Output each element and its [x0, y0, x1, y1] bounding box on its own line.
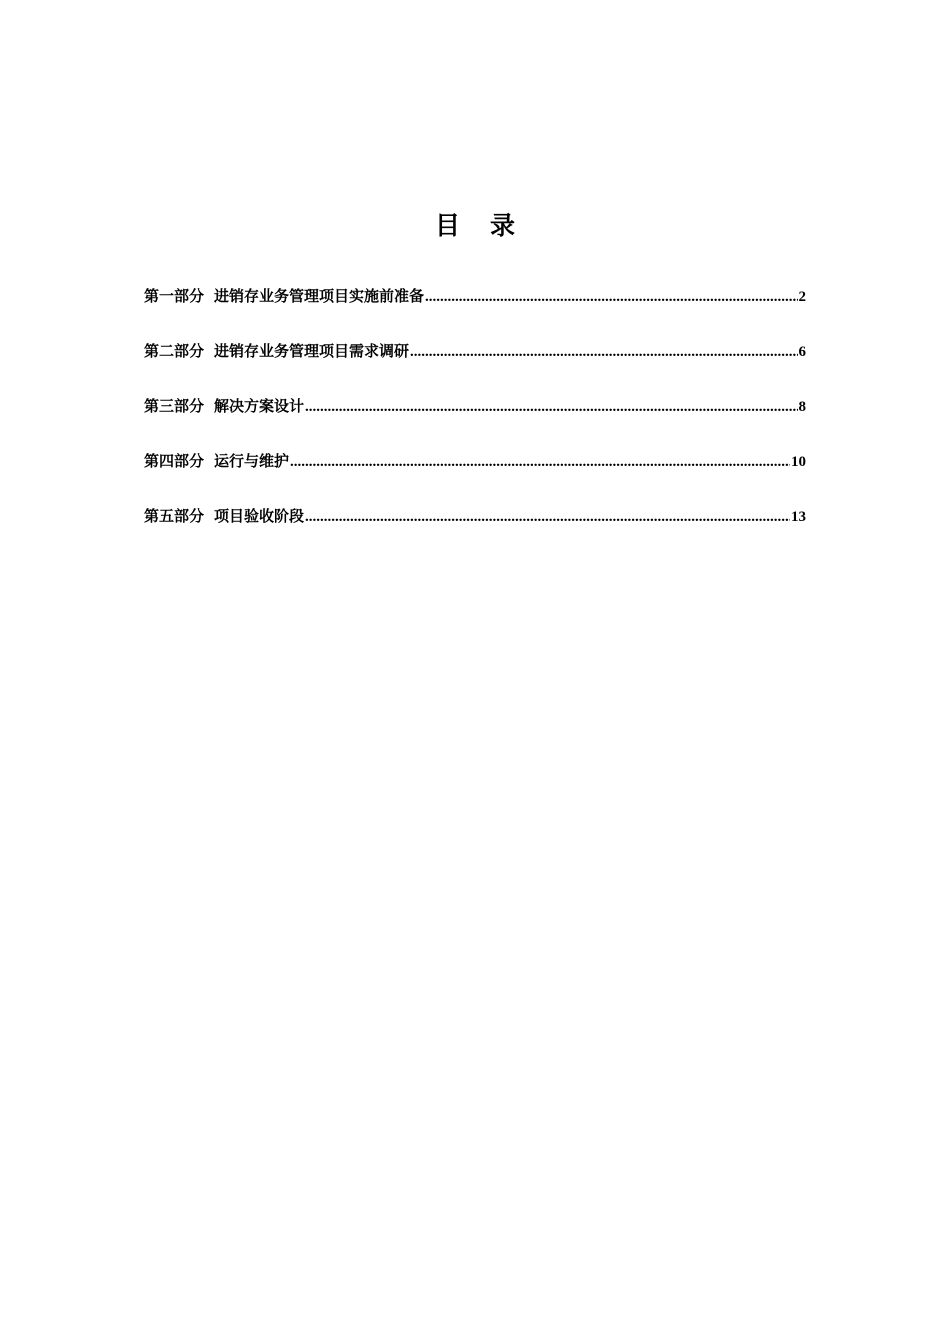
toc-page-number: 2 [798, 289, 806, 305]
toc-title: 目录 [434, 211, 545, 240]
toc-part-label: 第一部分 [144, 287, 205, 305]
toc-dot-leader [425, 283, 797, 311]
toc-part-label: 第五部分 [144, 507, 205, 525]
toc-list [144, 282, 806, 557]
toc-part-label: 第四部分 [144, 452, 205, 470]
toc-page-number: 6 [798, 344, 806, 360]
toc-entry-text: 项目验收阶段 [214, 507, 305, 525]
toc-entry-text: 运行与维护 [214, 452, 290, 470]
toc-entry-2[interactable] [144, 337, 806, 392]
toc-entry-5[interactable] [144, 502, 806, 557]
toc-entry-text: 进销存业务管理项目实施前准备 [214, 287, 425, 305]
toc-page-number: 13 [791, 509, 806, 525]
toc-dot-leader [290, 448, 790, 476]
toc-entry-4[interactable] [144, 447, 806, 502]
toc-entry-text: 进销存业务管理项目需求调研 [214, 342, 410, 360]
toc-entry-text: 解决方案设计 [214, 397, 305, 415]
toc-dot-leader [410, 338, 797, 366]
toc-part-label: 第二部分 [144, 342, 205, 360]
toc-part-label: 第三部分 [144, 397, 205, 415]
toc-page-number: 10 [791, 454, 806, 470]
toc-dot-leader [305, 393, 797, 421]
toc-entry-1[interactable] [144, 282, 806, 337]
toc-page-number: 8 [798, 399, 806, 415]
toc-dot-leader [305, 503, 790, 531]
toc-entry-3[interactable] [144, 392, 806, 447]
